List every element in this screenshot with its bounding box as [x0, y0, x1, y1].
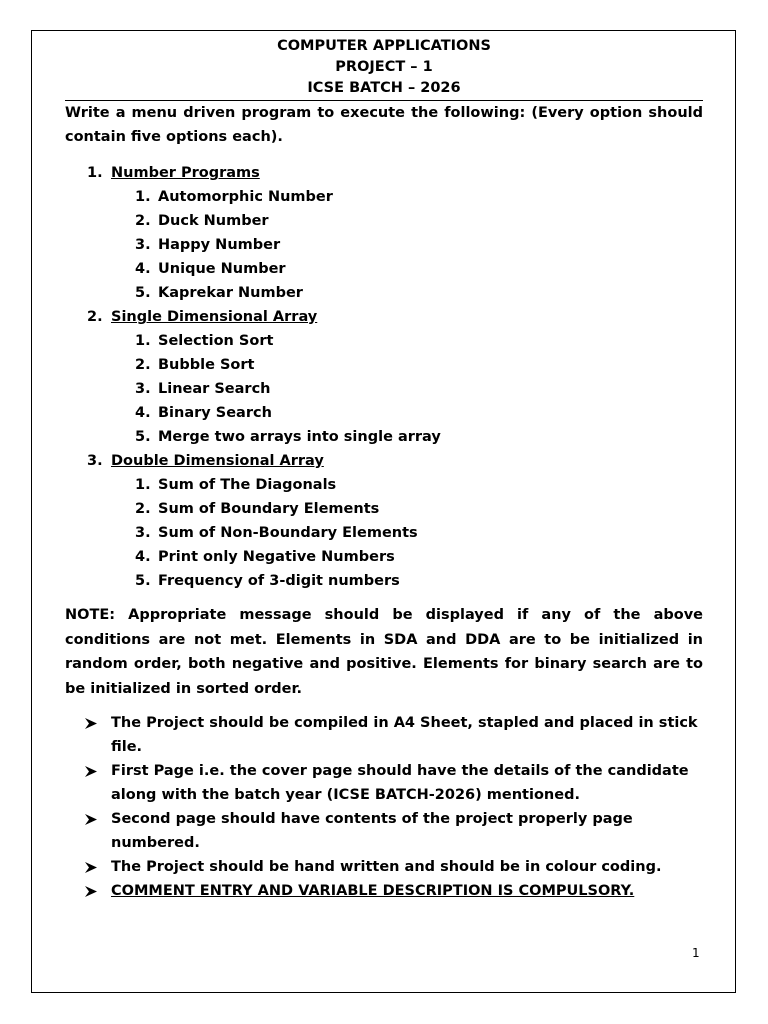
arrowhead-bullet-icon [85, 711, 97, 729]
list-item [65, 377, 703, 401]
list-item [65, 401, 703, 425]
item-label: Duck Number [158, 213, 269, 229]
item-label: Sum of The Diagonals [158, 477, 337, 493]
page-number: 1 [692, 946, 700, 960]
item-label: Sum of Boundary Elements [158, 501, 380, 517]
item-label: Linear Search [158, 381, 271, 397]
section-number: 2. [87, 309, 103, 325]
list-item [65, 569, 703, 593]
instruction-text: The Project should be compiled in A4 Sheet, stapled and placed in stick file. [111, 715, 698, 755]
list-item [65, 209, 703, 233]
item-number: 1. [135, 189, 151, 205]
item-number: 3. [135, 381, 151, 397]
list-item [65, 329, 703, 353]
list-item [65, 353, 703, 377]
arrowhead-bullet-icon [85, 759, 97, 777]
instruction-item [65, 711, 703, 759]
section-title: Double Dimensional Array [111, 453, 324, 469]
header-subject: COMPUTER APPLICATIONS [277, 38, 491, 54]
list-item [65, 473, 703, 497]
menu-sections [65, 161, 703, 593]
item-number: 4. [135, 405, 151, 421]
item-label: Frequency of 3-digit numbers [158, 573, 400, 589]
item-number: 2. [135, 501, 151, 517]
instruction-text: Second page should have contents of the project properly page numbered. [111, 811, 633, 851]
item-label: Sum of Non-Boundary Elements [158, 525, 418, 541]
list-item [65, 257, 703, 281]
item-number: 1. [135, 333, 151, 349]
item-label: Print only Negative Numbers [158, 549, 395, 565]
section-number: 1. [87, 165, 103, 181]
instruction-text: The Project should be hand written and should be in colour coding. [111, 859, 662, 875]
header-project: PROJECT – 1 [335, 59, 433, 75]
item-label: Selection Sort [158, 333, 274, 349]
intro-paragraph: Write a menu driven program to execute the following: (Every option should contain five options each). [65, 105, 703, 145]
item-label: Kaprekar Number [158, 285, 303, 301]
document-header [65, 36, 703, 101]
instruction-item [65, 807, 703, 855]
header-batch: ICSE BATCH – 2026 [307, 80, 461, 96]
instruction-list [65, 711, 703, 903]
item-label: Automorphic Number [158, 189, 333, 205]
list-item [65, 233, 703, 257]
section-single-dimensional-array [65, 305, 703, 449]
item-number: 4. [135, 549, 151, 565]
arrowhead-bullet-icon [85, 855, 97, 873]
item-number: 5. [135, 285, 151, 301]
instruction-text: First Page i.e. the cover page should have the details of the candidate along with the batch year (ICSE BATCH-2026) mentioned. [111, 763, 689, 803]
item-number: 5. [135, 429, 151, 445]
list-item [65, 545, 703, 569]
instruction-item [65, 855, 703, 879]
section-title: Number Programs [111, 165, 260, 181]
list-item [65, 521, 703, 545]
list-item [65, 497, 703, 521]
item-number: 2. [135, 213, 151, 229]
item-number: 5. [135, 573, 151, 589]
instruction-item [65, 879, 703, 903]
item-label: Happy Number [158, 237, 281, 253]
note-paragraph: NOTE: Appropriate message should be displayed if any of the above conditions are not met. Elements in SDA and DDA are to be initialized in random order, both negative and positive. Elements for binary search are to be initialized in sorted order. [65, 607, 703, 697]
item-number: 3. [135, 525, 151, 541]
item-label: Binary Search [158, 405, 272, 421]
document-body [65, 36, 703, 903]
instruction-text-compulsory: COMMENT ENTRY AND VARIABLE DESCRIPTION IS COMPULSORY. [111, 883, 635, 899]
list-item [65, 185, 703, 209]
section-title: Single Dimensional Array [111, 309, 318, 325]
item-number: 4. [135, 261, 151, 277]
item-label: Merge two arrays into single array [158, 429, 441, 445]
arrowhead-bullet-icon [85, 807, 97, 825]
item-number: 3. [135, 237, 151, 253]
arrowhead-bullet-icon [85, 879, 97, 897]
item-number: 1. [135, 477, 151, 493]
section-double-dimensional-array [65, 449, 703, 593]
item-label: Bubble Sort [158, 357, 255, 373]
section-number-programs [65, 161, 703, 305]
instruction-item [65, 759, 703, 807]
list-item [65, 425, 703, 449]
section-number: 3. [87, 453, 103, 469]
item-label: Unique Number [158, 261, 286, 277]
list-item [65, 281, 703, 305]
item-number: 2. [135, 357, 151, 373]
